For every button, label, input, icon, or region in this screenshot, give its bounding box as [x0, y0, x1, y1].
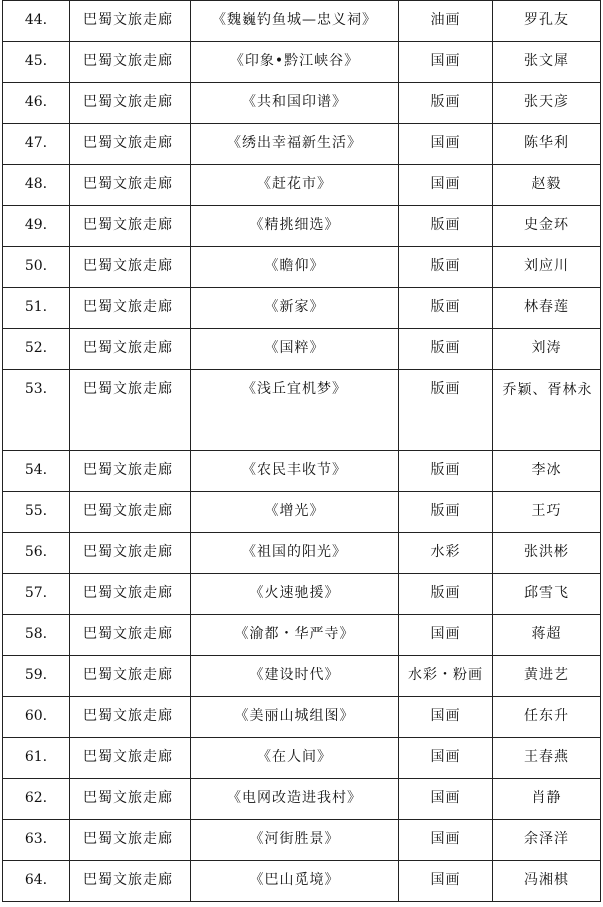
venue-cell: 巴蜀文旅走廊: [70, 615, 191, 656]
artwork-title-cell: 《瞻仰》: [191, 247, 399, 288]
table-row: [3, 574, 601, 615]
artist-cell: 张文犀: [493, 42, 601, 83]
row-number: 64.: [3, 861, 70, 902]
artwork-title-cell: 《美丽山城组图》: [191, 697, 399, 738]
row-number: 48.: [3, 165, 70, 206]
artwork-title-cell: 《浅丘宜机梦》: [191, 370, 399, 451]
artwork-title-cell: 《在人间》: [191, 738, 399, 779]
artist-cell: 王巧: [493, 492, 601, 533]
row-number: 55.: [3, 492, 70, 533]
row-number: 56.: [3, 533, 70, 574]
table-row: [3, 451, 601, 492]
medium-cell: 版画: [399, 451, 493, 492]
row-number: 61.: [3, 738, 70, 779]
venue-cell: 巴蜀文旅走廊: [70, 574, 191, 615]
table-row: [3, 1, 601, 42]
medium-cell: 国画: [399, 165, 493, 206]
venue-cell: 巴蜀文旅走廊: [70, 451, 191, 492]
table-row: [3, 288, 601, 329]
table-row: [3, 779, 601, 820]
venue-cell: 巴蜀文旅走廊: [70, 656, 191, 697]
table-row: [3, 533, 601, 574]
medium-cell: 版画: [399, 370, 493, 451]
table-row: [3, 165, 601, 206]
table-row: [3, 247, 601, 288]
artwork-title-cell: 《祖国的阳光》: [191, 533, 399, 574]
artist-cell: 肖静: [493, 779, 601, 820]
artwork-title-cell: 《共和国印谱》: [191, 83, 399, 124]
artwork-title-cell: 《新家》: [191, 288, 399, 329]
row-number: 44.: [3, 1, 70, 42]
table-row: [3, 124, 601, 165]
artist-cell: 林春莲: [493, 288, 601, 329]
artist-cell: 赵毅: [493, 165, 601, 206]
artwork-title-cell: 《精挑细选》: [191, 206, 399, 247]
venue-cell: 巴蜀文旅走廊: [70, 247, 191, 288]
medium-cell: 国画: [399, 697, 493, 738]
venue-cell: 巴蜀文旅走廊: [70, 370, 191, 451]
medium-cell: 国画: [399, 124, 493, 165]
artist-cell: 罗孔友: [493, 1, 601, 42]
medium-cell: 国画: [399, 861, 493, 902]
table-row: [3, 83, 601, 124]
venue-cell: 巴蜀文旅走廊: [70, 83, 191, 124]
artwork-title-cell: 《建设时代》: [191, 656, 399, 697]
row-number: 54.: [3, 451, 70, 492]
table-row: [3, 697, 601, 738]
venue-cell: 巴蜀文旅走廊: [70, 42, 191, 83]
venue-cell: 巴蜀文旅走廊: [70, 738, 191, 779]
table-row: [3, 370, 601, 451]
row-number: 59.: [3, 656, 70, 697]
medium-cell: 版画: [399, 574, 493, 615]
venue-cell: 巴蜀文旅走廊: [70, 206, 191, 247]
row-number: 46.: [3, 83, 70, 124]
artwork-title-cell: 《河街胜景》: [191, 820, 399, 861]
table-row: [3, 656, 601, 697]
table-row: [3, 738, 601, 779]
artwork-title-cell: 《赶花市》: [191, 165, 399, 206]
artist-cell: 蒋超: [493, 615, 601, 656]
venue-cell: 巴蜀文旅走廊: [70, 124, 191, 165]
artist-cell: 黄进艺: [493, 656, 601, 697]
artwork-title-cell: 《魏巍钓鱼城—忠义祠》: [191, 1, 399, 42]
medium-cell: 版画: [399, 83, 493, 124]
row-number: 52.: [3, 329, 70, 370]
venue-cell: 巴蜀文旅走廊: [70, 1, 191, 42]
medium-cell: 国画: [399, 779, 493, 820]
row-number: 50.: [3, 247, 70, 288]
row-number: 49.: [3, 206, 70, 247]
venue-cell: 巴蜀文旅走廊: [70, 533, 191, 574]
venue-cell: 巴蜀文旅走廊: [70, 861, 191, 902]
venue-cell: 巴蜀文旅走廊: [70, 288, 191, 329]
table-row: [3, 492, 601, 533]
row-number: 58.: [3, 615, 70, 656]
artwork-table: [2, 0, 601, 902]
artwork-title-cell: 《火速驰援》: [191, 574, 399, 615]
medium-cell: 版画: [399, 206, 493, 247]
artwork-title-cell: 《绣出幸福新生活》: [191, 124, 399, 165]
table-row: [3, 329, 601, 370]
medium-cell: 国画: [399, 738, 493, 779]
artist-cell: 乔颖、胥林永: [493, 370, 601, 451]
medium-cell: 版画: [399, 288, 493, 329]
artwork-title-cell: 《巴山觅境》: [191, 861, 399, 902]
venue-cell: 巴蜀文旅走廊: [70, 165, 191, 206]
venue-cell: 巴蜀文旅走廊: [70, 697, 191, 738]
row-number: 62.: [3, 779, 70, 820]
row-number: 60.: [3, 697, 70, 738]
medium-cell: 版画: [399, 329, 493, 370]
table-row: [3, 42, 601, 83]
artwork-title-cell: 《印象•黔江峡谷》: [191, 42, 399, 83]
table-body: [3, 1, 601, 902]
medium-cell: 国画: [399, 615, 493, 656]
artist-cell: 陈华利: [493, 124, 601, 165]
artist-cell: 刘涛: [493, 329, 601, 370]
row-number: 47.: [3, 124, 70, 165]
artwork-title-cell: 《农民丰收节》: [191, 451, 399, 492]
artist-cell: 王春燕: [493, 738, 601, 779]
artist-cell: 冯湘棋: [493, 861, 601, 902]
medium-cell: 国画: [399, 42, 493, 83]
artwork-title-cell: 《国粹》: [191, 329, 399, 370]
artwork-title-cell: 《渝都・华严寺》: [191, 615, 399, 656]
artist-cell: 余泽洋: [493, 820, 601, 861]
artist-cell: 李冰: [493, 451, 601, 492]
row-number: 51.: [3, 288, 70, 329]
table-row: [3, 615, 601, 656]
medium-cell: 版画: [399, 492, 493, 533]
venue-cell: 巴蜀文旅走廊: [70, 329, 191, 370]
row-number: 63.: [3, 820, 70, 861]
table-row: [3, 206, 601, 247]
artist-cell: 邱雪飞: [493, 574, 601, 615]
artist-cell: 任东升: [493, 697, 601, 738]
table-row: [3, 820, 601, 861]
medium-cell: 水彩: [399, 533, 493, 574]
artwork-title-cell: 《增光》: [191, 492, 399, 533]
artist-cell: 史金环: [493, 206, 601, 247]
medium-cell: 版画: [399, 247, 493, 288]
row-number: 57.: [3, 574, 70, 615]
row-number: 45.: [3, 42, 70, 83]
artist-cell: 张洪彬: [493, 533, 601, 574]
medium-cell: 水彩・粉画: [399, 656, 493, 697]
venue-cell: 巴蜀文旅走廊: [70, 820, 191, 861]
medium-cell: 油画: [399, 1, 493, 42]
venue-cell: 巴蜀文旅走廊: [70, 492, 191, 533]
medium-cell: 国画: [399, 820, 493, 861]
artwork-title-cell: 《电网改造进我村》: [191, 779, 399, 820]
row-number: 53.: [3, 370, 70, 451]
artist-cell: 张天彦: [493, 83, 601, 124]
table-row: [3, 861, 601, 902]
artist-cell: 刘应川: [493, 247, 601, 288]
venue-cell: 巴蜀文旅走廊: [70, 779, 191, 820]
